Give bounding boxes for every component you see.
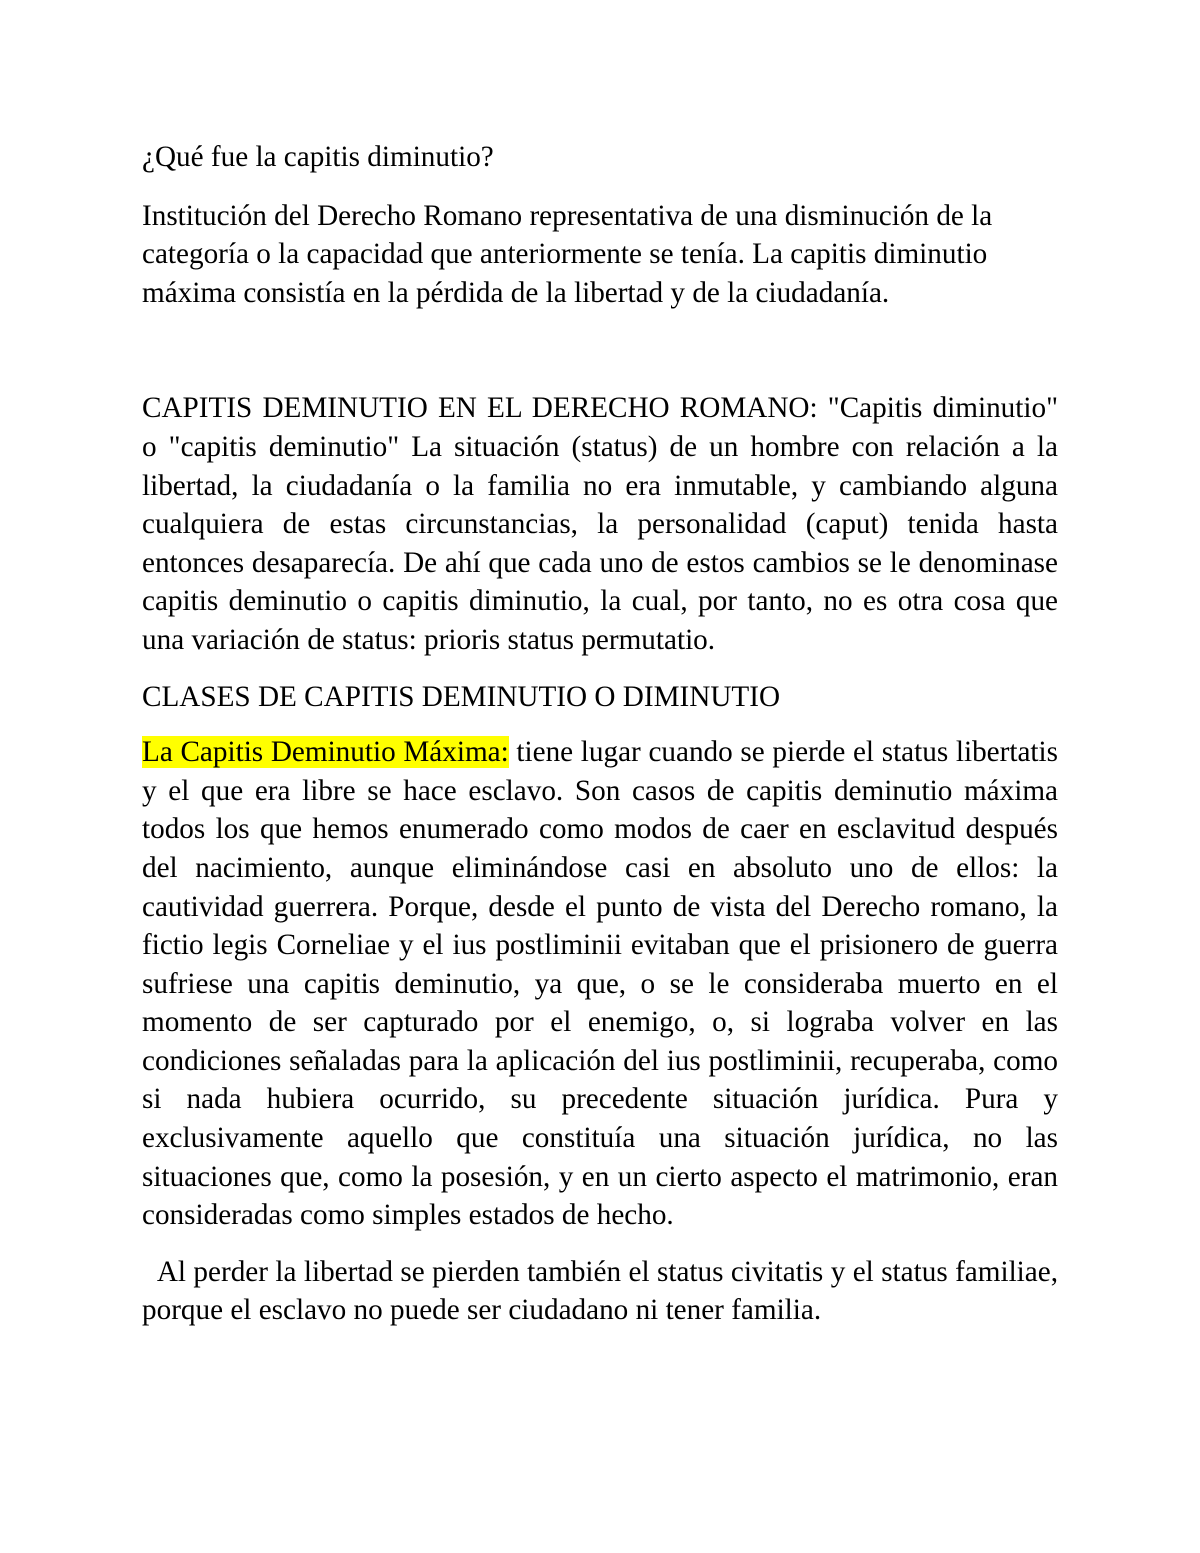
document-page	[142, 138, 1058, 1330]
classes-heading: CLASES DE CAPITIS DEMINUTIO O DIMINUTIO	[142, 680, 781, 713]
maxima-paragraph	[142, 733, 1058, 1235]
question-heading: ¿Qué fue la capitis diminutio?	[142, 141, 494, 173]
capitis-definition-paragraph: CAPITIS DEMINUTIO EN EL DERECHO ROMANO: "Capitis diminutio" o "capitis deminutio" La situación (status) de un hombre con relación a la libertad, la ciudadanía o la familia no era inmutable, y cambiando alguna cualquiera de estas circunstancias, la personalidad (caput) tenida hasta entonces desaparecía. De ahí que cada uno de estos cambios se le denominase capitis deminutio o capitis diminutio, la cual, por tanto, no es otra cosa que una variación de status: prioris status permutatio.	[142, 392, 1058, 656]
closing-paragraph	[142, 1253, 1058, 1330]
intro-paragraph: Institución del Derecho Romano representativa de una disminución de la categoría o la capacidad que anteriormente se tenía. La capitis diminutio máxima consistía en la pérdida de la libertad y de la ciudadanía.	[142, 199, 993, 309]
closing-text: Al perder la libertad se pierden también el status civitatis y el status familiae, porque el esclavo no puede ser ciudadano ni tener familia.	[142, 1255, 1058, 1327]
maxima-highlighted-title: La Capitis Deminutio Máxima:	[142, 736, 509, 769]
maxima-body-text: tiene lugar cuando se pierde el status libertatis y el que era libre se hace esclavo. Son casos de capitis deminutio máxima todos los que hemos enumerado como modos de caer en esclavitud después del nacimiento, aunque eliminándose casi en absoluto uno de ellos: la cautividad guerrera. Porque, desde el punto de vista del Derecho romano, la fictio legis Corneliae y el ius postliminii evitaban que el prisionero de guerra sufriese una capitis deminutio, ya que, o se le consideraba muerto en el momento de ser capturado por el enemigo, o, si lograba volver en las condiciones señaladas para la aplicación del ius postliminii, recuperaba, como si nada hubiera ocurrido, su precedente situación jurídica. Pura y exclusivamente aquello que constituía una situación jurídica, no las situaciones que, como la posesión, y en un cierto aspecto el matrimonio, eran consideradas como simples estados de hecho.	[142, 736, 1058, 1232]
